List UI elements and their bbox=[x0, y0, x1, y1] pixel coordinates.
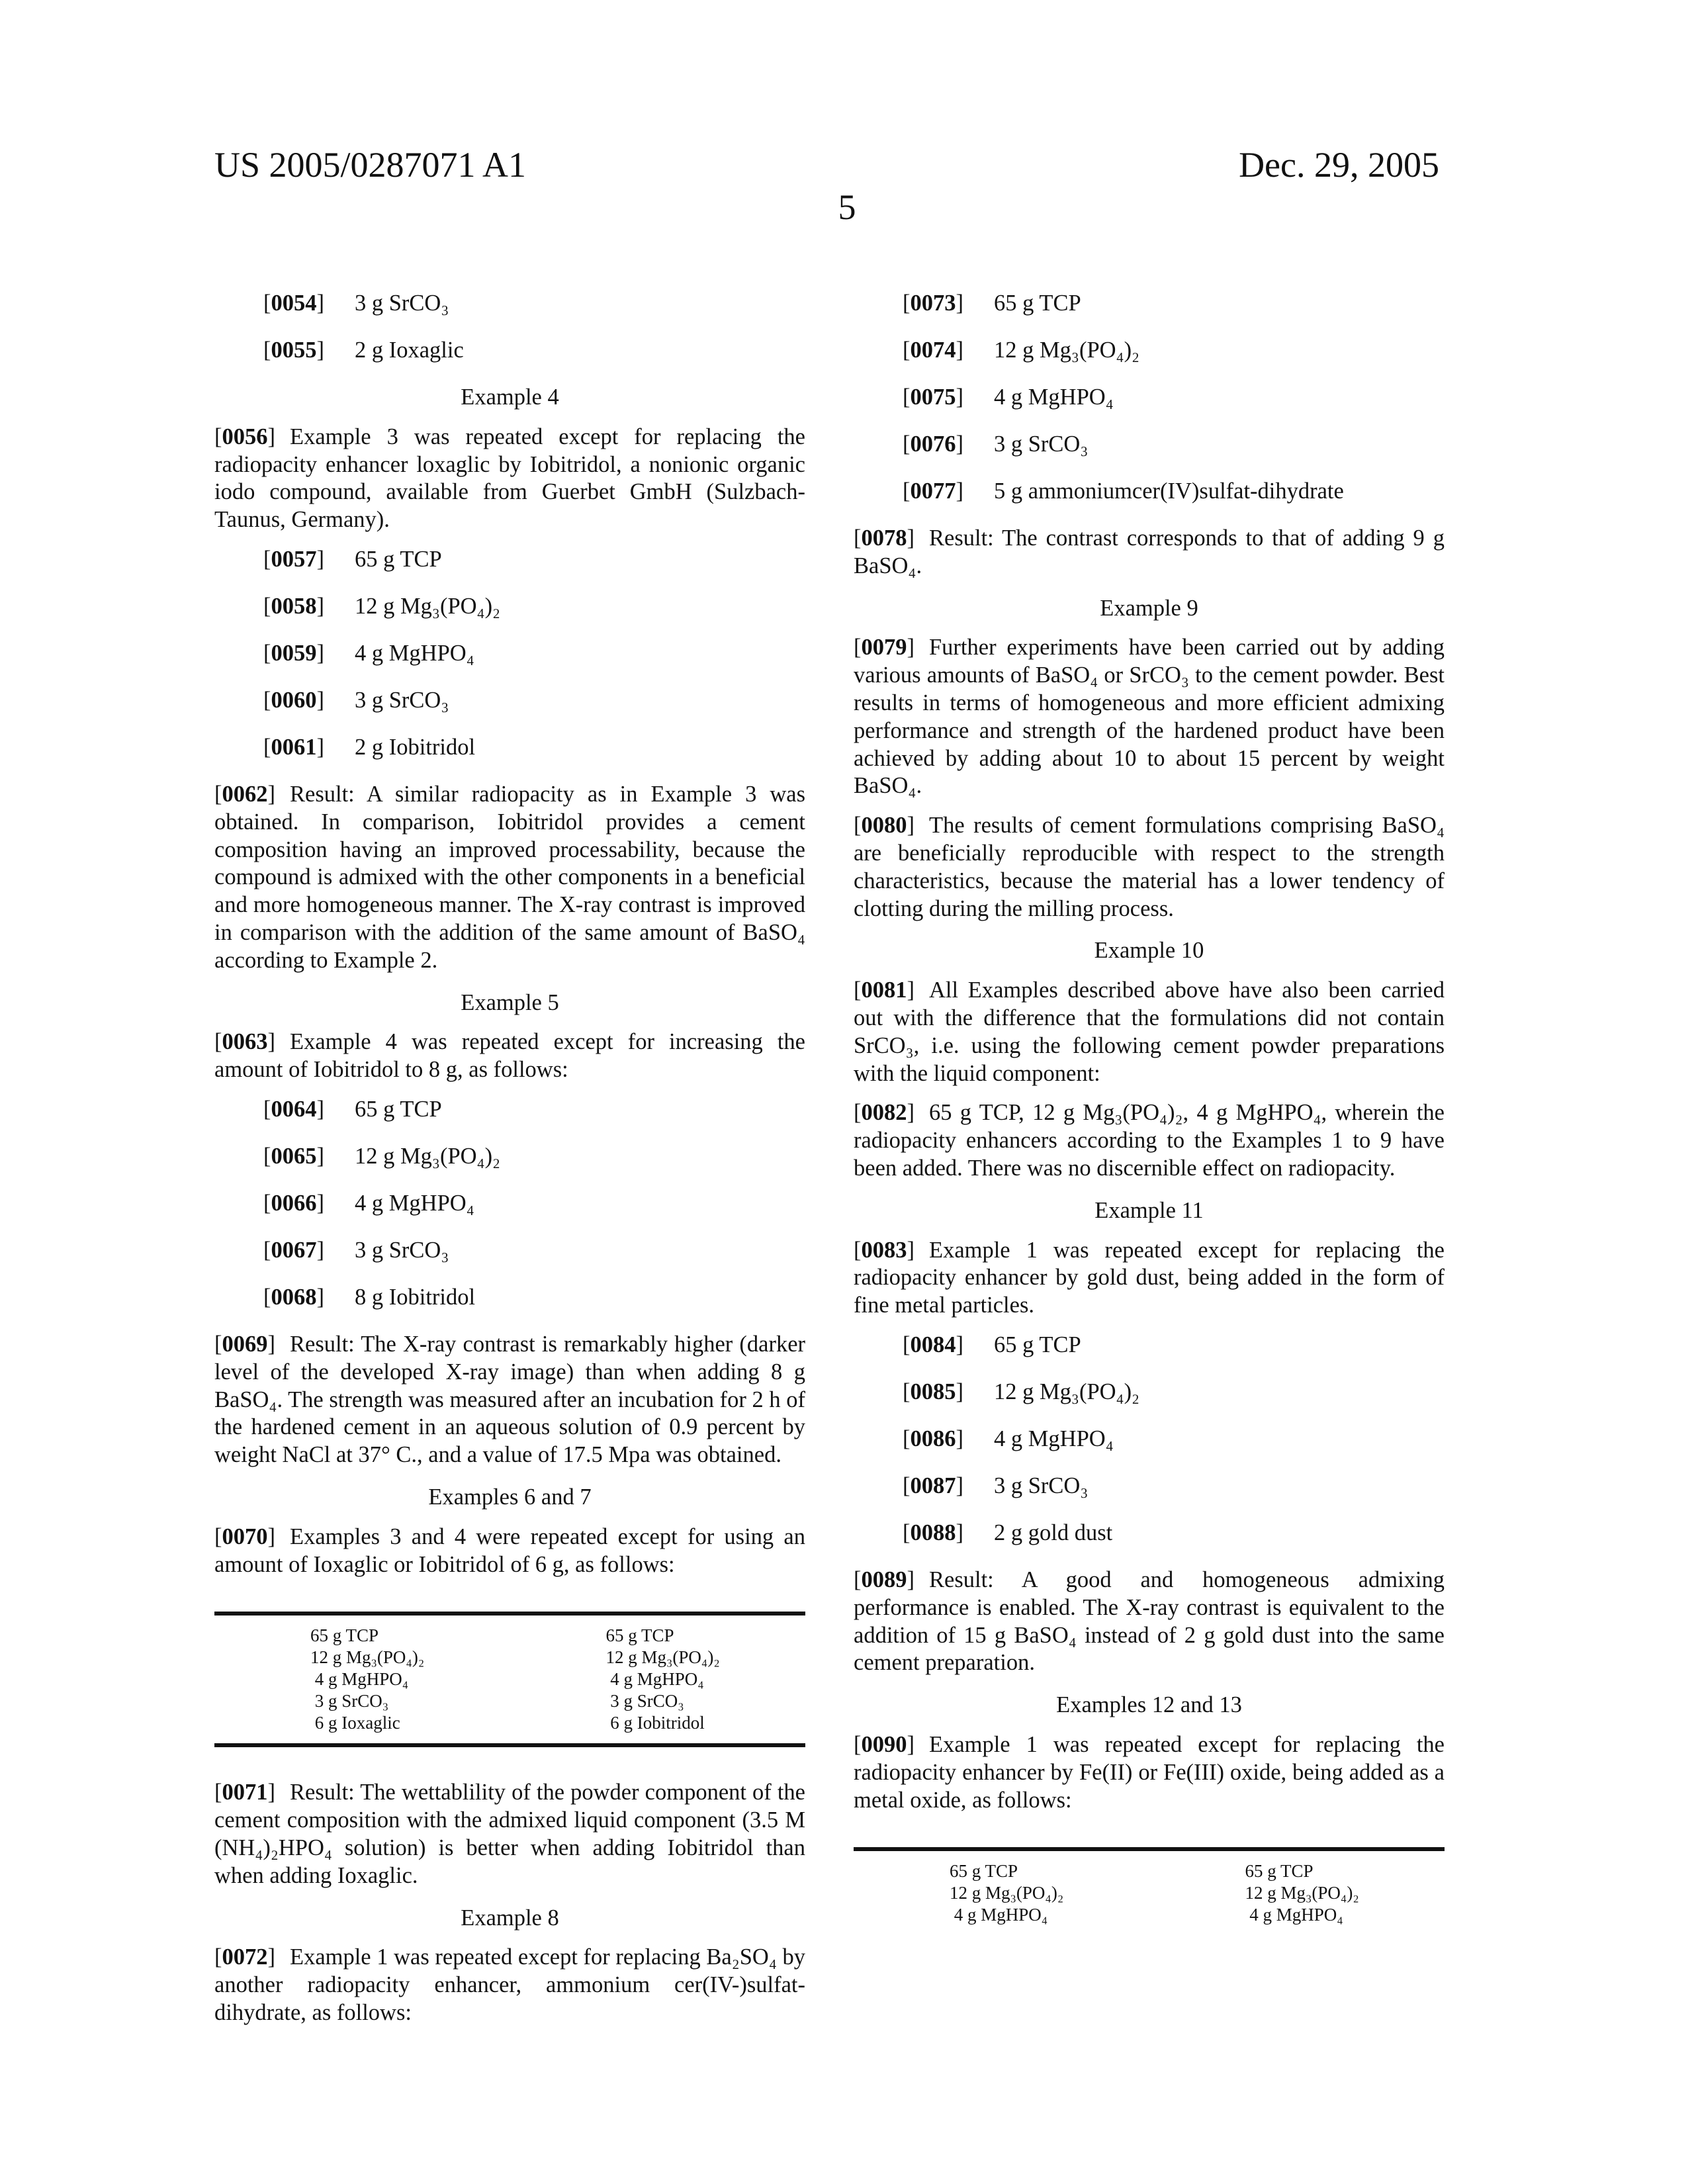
paragraph-number: [0076] bbox=[903, 431, 994, 459]
paragraph-number: [0073] bbox=[903, 290, 994, 318]
paragraph-text: Examples 3 and 4 were repeated except for using an amount of Ioxaglic or Iobitridol of 6 g, as follows: bbox=[214, 1524, 805, 1577]
paragraph-number: [0066] bbox=[263, 1190, 355, 1218]
paragraph bbox=[214, 1779, 805, 1889]
ingredient-text: 3 g SrCO₃ bbox=[355, 290, 449, 318]
paragraph-number-value: 0076 bbox=[911, 432, 956, 457]
ingredient-item bbox=[263, 734, 805, 762]
ingredient-text: 65 g TCP bbox=[355, 1096, 442, 1124]
table-column bbox=[1149, 1860, 1445, 1926]
paragraph-number-value: 0055 bbox=[271, 338, 317, 363]
paragraph-number: [0059] bbox=[263, 640, 355, 668]
table-cell: 12 g Mg₃(PO₄)₂ bbox=[1245, 1882, 1445, 1904]
ingredient-item bbox=[903, 1473, 1445, 1500]
ingredient-text: 2 g gold dust bbox=[994, 1520, 1112, 1547]
paragraph-number-value: 0065 bbox=[271, 1144, 317, 1169]
paragraph-number-value: 0080 bbox=[862, 813, 907, 838]
ingredient-item bbox=[263, 1190, 805, 1218]
paragraph bbox=[854, 1099, 1445, 1182]
ingredient-item bbox=[263, 290, 805, 318]
paragraph-text: Further experiments have been carried out by adding various amounts of BaSO₄ or SrCO₃ to the cement powder. Best results in terms of homogeneous and more efficient admixing performance and strength of the hardened product have been achieved by adding about 10 to about 15 percent by weight BaSO₄. bbox=[854, 635, 1445, 798]
example-heading: Example 11 bbox=[854, 1197, 1445, 1225]
paragraph-number-value: 0061 bbox=[271, 735, 317, 760]
example-heading: Example 10 bbox=[854, 937, 1445, 965]
paragraph bbox=[214, 1028, 805, 1084]
paragraph bbox=[854, 977, 1445, 1087]
paragraph bbox=[214, 1331, 805, 1469]
ingredient-text: 5 g ammoniumcer(IV)sulfat-dihydrate bbox=[994, 478, 1344, 506]
paragraph-number: [0069] bbox=[214, 1332, 275, 1357]
left-column bbox=[214, 290, 805, 2039]
paragraph-number: [0086] bbox=[903, 1426, 994, 1453]
paragraph bbox=[854, 634, 1445, 800]
paragraph-number: [0061] bbox=[263, 734, 355, 762]
paragraph bbox=[854, 1237, 1445, 1320]
ingredient-text: 12 g Mg₃(PO₄)₂ bbox=[355, 593, 500, 621]
paragraph-number-value: 0085 bbox=[911, 1379, 956, 1404]
table-cell: 12 g Mg₃(PO₄)₂ bbox=[950, 1882, 1149, 1904]
paragraph-number-value: 0090 bbox=[862, 1732, 907, 1757]
paragraph bbox=[214, 1944, 805, 2026]
table-cell: 12 g Mg₃(PO₄)₂ bbox=[310, 1647, 510, 1668]
example-heading: Examples 12 and 13 bbox=[854, 1692, 1445, 1719]
paragraph-number: [0064] bbox=[263, 1096, 355, 1124]
paragraph-number-value: 0074 bbox=[911, 338, 956, 363]
paragraph-number-value: 0073 bbox=[911, 291, 956, 316]
paragraph-number: [0083] bbox=[854, 1238, 914, 1263]
example-heading: Example 9 bbox=[854, 595, 1445, 623]
paragraph-number-value: 0068 bbox=[271, 1285, 317, 1310]
paragraph-number: [0056] bbox=[214, 424, 275, 449]
paragraph-number: [0063] bbox=[214, 1029, 275, 1054]
paragraph-number-value: 0063 bbox=[222, 1029, 268, 1054]
paragraph-number: [0060] bbox=[263, 687, 355, 715]
table-cell: 6 g Ioxaglic bbox=[310, 1712, 510, 1734]
ingredient-item bbox=[903, 1332, 1445, 1359]
ingredient-item bbox=[903, 478, 1445, 506]
table-cell: 3 g SrCO₃ bbox=[606, 1690, 806, 1712]
paragraph-text: Result: The wettablility of the powder component of the cement composition with the admixed liquid component (3.5 M (NH₄)₂HPO₄ solution) is better when adding Iobitridol than when adding Ioxaglic. bbox=[214, 1780, 805, 1888]
ingredient-text: 4 g MgHPO₄ bbox=[994, 384, 1114, 412]
paragraph-number-value: 0088 bbox=[911, 1520, 956, 1545]
paragraph-number: [0089] bbox=[854, 1567, 914, 1592]
paragraph-number: [0068] bbox=[263, 1284, 355, 1312]
page-number: 5 bbox=[0, 187, 1694, 228]
paragraph-number: [0079] bbox=[854, 635, 914, 660]
paragraph bbox=[214, 424, 805, 534]
ingredient-item bbox=[903, 1520, 1445, 1547]
ingredient-text: 4 g MgHPO₄ bbox=[355, 1190, 474, 1218]
paragraph-number-value: 0087 bbox=[911, 1473, 956, 1498]
table-cell: 4 g MgHPO₄ bbox=[310, 1668, 510, 1690]
ingredient-item bbox=[263, 1143, 805, 1171]
paragraph-number: [0078] bbox=[854, 525, 914, 551]
table-cell: 65 g TCP bbox=[310, 1625, 510, 1647]
paragraph bbox=[854, 1567, 1445, 1677]
table-cell: 12 g Mg₃(PO₄)₂ bbox=[606, 1647, 806, 1668]
paragraph-number-value: 0056 bbox=[222, 424, 268, 449]
paragraph bbox=[854, 1731, 1445, 1814]
example-heading: Example 4 bbox=[214, 384, 805, 412]
table-cell: 6 g Iobitridol bbox=[606, 1712, 806, 1734]
example-heading: Example 8 bbox=[214, 1905, 805, 1933]
publication-date: Dec. 29, 2005 bbox=[1239, 144, 1439, 185]
paragraph-number-value: 0057 bbox=[271, 547, 317, 572]
paragraph-number: [0084] bbox=[903, 1332, 994, 1359]
ingredient-item bbox=[263, 1284, 805, 1312]
formulation-table bbox=[854, 1847, 1445, 1935]
paragraph-number: [0080] bbox=[854, 813, 914, 838]
ingredient-item bbox=[263, 687, 805, 715]
table-column bbox=[854, 1860, 1149, 1926]
paragraph-number-value: 0079 bbox=[862, 635, 907, 660]
table-cell: 4 g MgHPO₄ bbox=[950, 1904, 1149, 1926]
table-cell: 3 g SrCO₃ bbox=[310, 1690, 510, 1712]
table-column bbox=[214, 1625, 510, 1734]
ingredient-item bbox=[903, 290, 1445, 318]
paragraph-number-value: 0062 bbox=[222, 782, 268, 807]
paragraph-number: [0077] bbox=[903, 478, 994, 506]
paragraph bbox=[214, 1524, 805, 1579]
paragraph-number: [0055] bbox=[263, 337, 355, 365]
paragraph-text: Example 1 was repeated except for replacing the radiopacity enhancer by Fe(II) or Fe(III) oxide, being added as a metal oxide, as follows: bbox=[854, 1732, 1445, 1813]
paragraph-number-value: 0067 bbox=[271, 1238, 317, 1263]
ingredient-item bbox=[903, 337, 1445, 365]
table-cell: 65 g TCP bbox=[950, 1860, 1149, 1882]
ingredient-text: 65 g TCP bbox=[355, 546, 442, 574]
paragraph-number-value: 0064 bbox=[271, 1097, 317, 1122]
paragraph-number-value: 0081 bbox=[862, 978, 907, 1003]
paragraph-text: 65 g TCP, 12 g Mg₃(PO₄)₂, 4 g MgHPO₄, wherein the radiopacity enhancers according to the Examples 1 to 9 have been added. There was no discernible effect on radiopacity. bbox=[854, 1100, 1445, 1181]
paragraph-number: [0062] bbox=[214, 782, 275, 807]
ingredient-text: 12 g Mg₃(PO₄)₂ bbox=[355, 1143, 500, 1171]
paragraph-number-value: 0060 bbox=[271, 688, 317, 713]
paragraph-number: [0057] bbox=[263, 546, 355, 574]
table-column bbox=[510, 1625, 806, 1734]
paragraph-number: [0085] bbox=[903, 1379, 994, 1406]
ingredient-item bbox=[903, 1379, 1445, 1406]
paragraph bbox=[854, 525, 1445, 580]
ingredient-text: 12 g Mg₃(PO₄)₂ bbox=[994, 1379, 1139, 1406]
ingredient-text: 3 g SrCO₃ bbox=[994, 431, 1088, 459]
paragraph-number: [0072] bbox=[214, 1944, 275, 1970]
paragraph-number: [0087] bbox=[903, 1473, 994, 1500]
paragraph-number-value: 0059 bbox=[271, 641, 317, 666]
paragraph-number-value: 0082 bbox=[862, 1100, 907, 1125]
paragraph-number-value: 0077 bbox=[911, 478, 956, 504]
paragraph-number-value: 0070 bbox=[222, 1524, 268, 1549]
ingredient-item bbox=[263, 593, 805, 621]
ingredient-item bbox=[263, 1237, 805, 1265]
ingredient-text: 4 g MgHPO₄ bbox=[994, 1426, 1114, 1453]
ingredient-text: 2 g Iobitridol bbox=[355, 734, 475, 762]
paragraph-number: [0074] bbox=[903, 337, 994, 365]
paragraph-number: [0082] bbox=[854, 1100, 914, 1125]
paragraph-text: Result: The X-ray contrast is remarkably higher (darker level of the developed X-ray image) than when adding 8 g BaSO₄. The strength was measured after an incubation for 2 h of the hardened cement in an aqueous solution of 0.9 percent by weight NaCl at 37° C., and a value of 17.5 Mpa was obtained. bbox=[214, 1332, 805, 1467]
paragraph-text: Example 1 was repeated except for replacing Ba₂SO₄ by another radiopacity enhancer, ammonium cer(IV-)sulfat-dihydrate, as follows: bbox=[214, 1944, 805, 2025]
ingredient-item bbox=[903, 1426, 1445, 1453]
paragraph-number-value: 0083 bbox=[862, 1238, 907, 1263]
paragraph-text: The results of cement formulations comprising BaSO₄ are beneficially reproducible with respect to the strength characteristics, because the material has a lower tendency of clotting during the milling process. bbox=[854, 813, 1445, 921]
paragraph-number: [0065] bbox=[263, 1143, 355, 1171]
ingredient-item bbox=[263, 640, 805, 668]
paragraph bbox=[214, 781, 805, 975]
paragraph-text: Result: A good and homogeneous admixing performance is enabled. The X-ray contrast is equivalent to the addition of 15 g BaSO₄ instead of 2 g gold dust into the same cement preparation. bbox=[854, 1567, 1445, 1675]
paragraph-number-value: 0078 bbox=[862, 525, 907, 551]
paragraph-number-value: 0069 bbox=[222, 1332, 268, 1357]
ingredient-item bbox=[263, 337, 805, 365]
ingredient-text: 8 g Iobitridol bbox=[355, 1284, 475, 1312]
paragraph-text: Example 4 was repeated except for increasing the amount of Iobitridol to 8 g, as follows: bbox=[214, 1029, 805, 1082]
paragraph-number-value: 0054 bbox=[271, 291, 317, 316]
paragraph-number: [0058] bbox=[263, 593, 355, 621]
ingredient-text: 4 g MgHPO₄ bbox=[355, 640, 474, 668]
ingredient-text: 65 g TCP bbox=[994, 1332, 1081, 1359]
paragraph-number: [0067] bbox=[263, 1237, 355, 1265]
ingredient-text: 3 g SrCO₃ bbox=[994, 1473, 1088, 1500]
paragraph-number-value: 0075 bbox=[911, 385, 956, 410]
table-cell: 65 g TCP bbox=[606, 1625, 806, 1647]
ingredient-text: 65 g TCP bbox=[994, 290, 1081, 318]
ingredient-item bbox=[263, 546, 805, 574]
example-heading: Example 5 bbox=[214, 989, 805, 1017]
ingredient-text: 3 g SrCO₃ bbox=[355, 1237, 449, 1265]
right-column bbox=[854, 290, 1445, 1967]
paragraph-text: Example 3 was repeated except for replacing the radiopacity enhancer loxaglic by Iobitridol, a nonionic organic iodo compound, available from Guerbet GmbH (Sulzbach-Taunus, Germany). bbox=[214, 424, 805, 532]
example-heading: Examples 6 and 7 bbox=[214, 1484, 805, 1512]
ingredient-text: 12 g Mg₃(PO₄)₂ bbox=[994, 337, 1139, 365]
table-cell: 4 g MgHPO₄ bbox=[1245, 1904, 1445, 1926]
ingredient-item bbox=[263, 1096, 805, 1124]
publication-number: US 2005/0287071 A1 bbox=[214, 144, 526, 185]
table-cell: 65 g TCP bbox=[1245, 1860, 1445, 1882]
paragraph-number-value: 0084 bbox=[911, 1332, 956, 1357]
paragraph-number: [0054] bbox=[263, 290, 355, 318]
paragraph-number-value: 0089 bbox=[862, 1567, 907, 1592]
ingredient-item bbox=[903, 431, 1445, 459]
paragraph-number: [0088] bbox=[903, 1520, 994, 1547]
formulation-table bbox=[214, 1612, 805, 1747]
paragraph-number-value: 0071 bbox=[222, 1780, 268, 1805]
ingredient-item bbox=[903, 384, 1445, 412]
paragraph-number-value: 0058 bbox=[271, 594, 317, 619]
paragraph-number: [0071] bbox=[214, 1780, 275, 1805]
paragraph-number: [0075] bbox=[903, 384, 994, 412]
paragraph-number: [0081] bbox=[854, 978, 914, 1003]
paragraph-text: Result: A similar radiopacity as in Example 3 was obtained. In comparison, Iobitridol provides a cement composition having an improved processability, because the compound is admixed with the other components in a beneficial and more homogeneous manner. The X-ray contrast is improved in comparison with the addition of the same amount of BaSO₄ according to Example 2. bbox=[214, 782, 805, 973]
paragraph bbox=[854, 812, 1445, 923]
paragraph-number-value: 0066 bbox=[271, 1191, 317, 1216]
paragraph-number: [0070] bbox=[214, 1524, 275, 1549]
paragraph-text: All Examples described above have also been carried out with the difference that the formulations did not contain SrCO₃, i.e. using the following cement powder preparations with the liquid component: bbox=[854, 978, 1445, 1085]
paragraph-number-value: 0086 bbox=[911, 1426, 956, 1451]
paragraph-text: Example 1 was repeated except for replacing the radiopacity enhancer by gold dust, being added in the form of fine metal particles. bbox=[854, 1238, 1445, 1318]
paragraph-number: [0090] bbox=[854, 1732, 914, 1757]
table-cell: 4 g MgHPO₄ bbox=[606, 1668, 806, 1690]
paragraph-text: Result: The contrast corresponds to that of adding 9 g BaSO₄. bbox=[854, 525, 1445, 578]
ingredient-text: 3 g SrCO₃ bbox=[355, 687, 449, 715]
ingredient-text: 2 g Ioxaglic bbox=[355, 337, 464, 365]
paragraph-number-value: 0072 bbox=[222, 1944, 268, 1970]
